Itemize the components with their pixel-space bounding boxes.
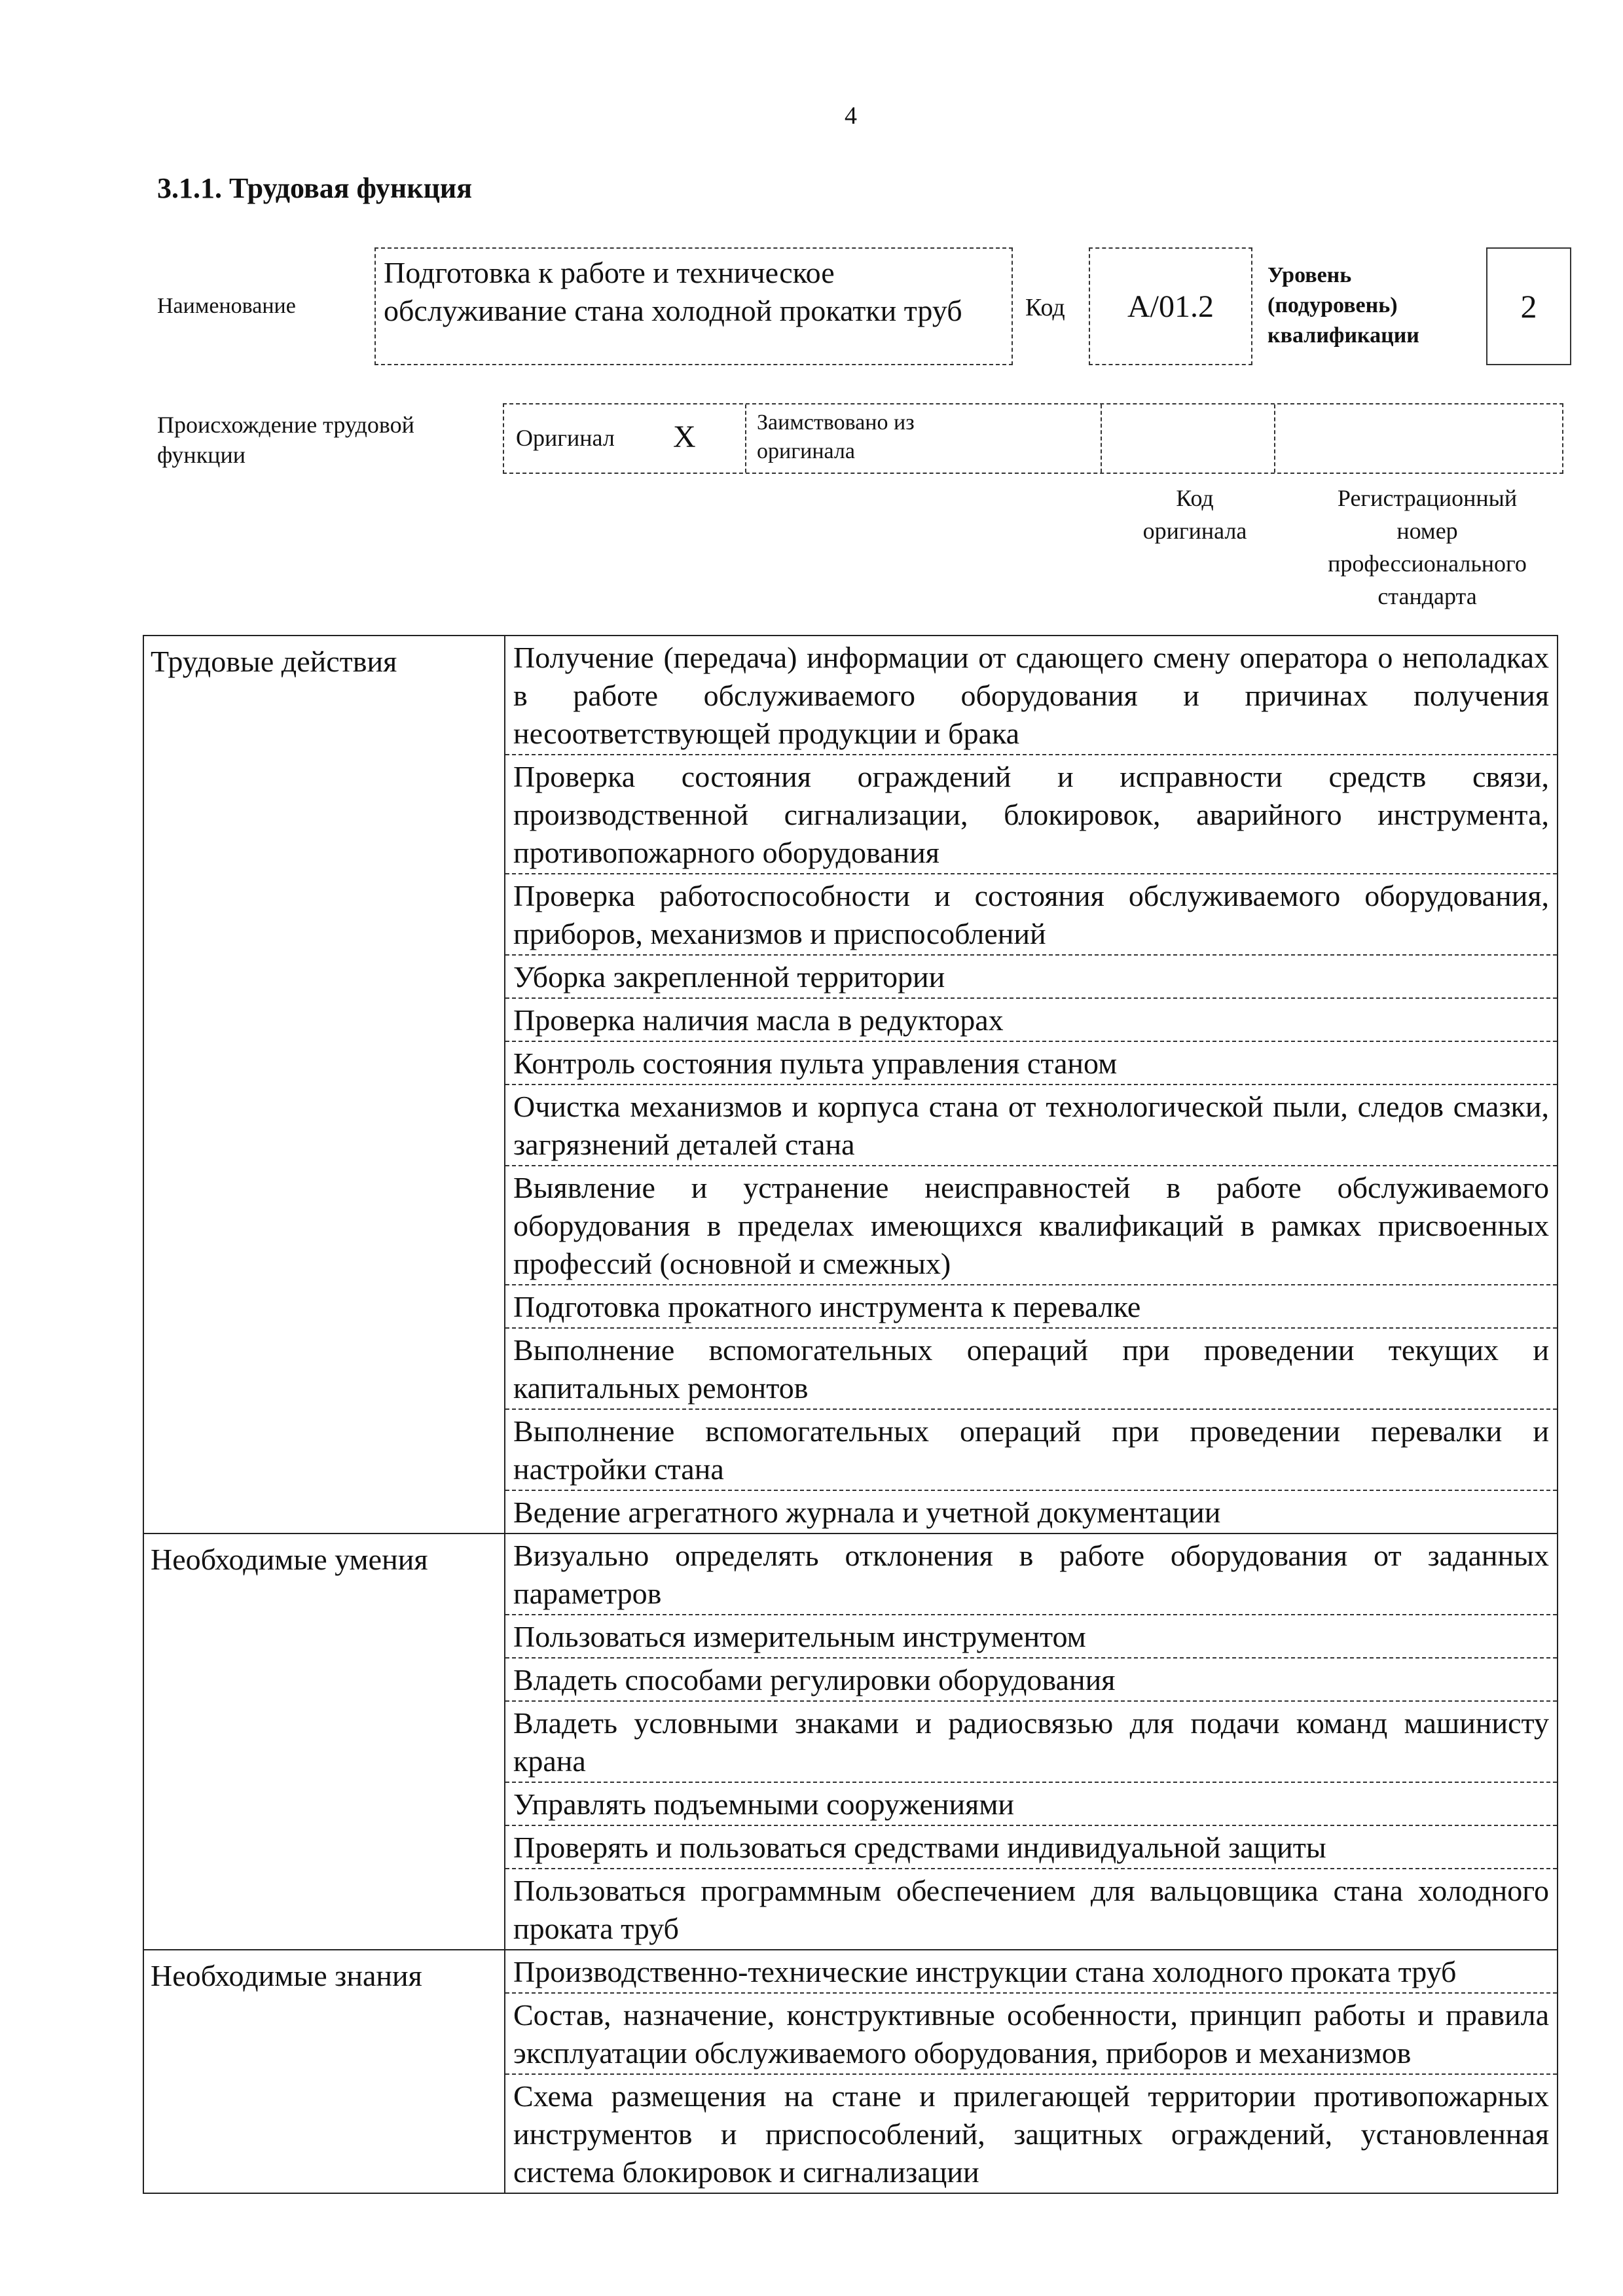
code-value: A/01.2 [1127, 289, 1214, 324]
list-item: Выполнение вспомогательных операций при проведении текущих и капитальных ремонтов [505, 1329, 1557, 1410]
original-label: Оригинал [516, 425, 615, 451]
reg-line-4: стандарта [1377, 583, 1477, 609]
list-item: Визуально определять отклонения в работе оборудования от заданных параметров [505, 1534, 1557, 1615]
function-name-box [374, 247, 1013, 365]
list-item: Уборка закрепленной территории [505, 956, 1557, 999]
section-row-actions [143, 636, 1558, 1534]
borrowed-cell [746, 404, 1102, 473]
origin-label-line-2: функции [157, 442, 246, 468]
list-item: Управлять подъемными сооружениями [505, 1783, 1557, 1826]
code-box [1089, 247, 1252, 365]
level-box [1486, 247, 1571, 365]
list-item: Выполнение вспомогательных операций при проведении перевалки и настройки стана [505, 1410, 1557, 1491]
reg-line-1: Регистрационный [1337, 485, 1518, 511]
code-original-cell [1102, 404, 1275, 473]
section-items [505, 636, 1558, 1534]
code-original-caption [1106, 482, 1283, 547]
code-label: Код [1025, 294, 1065, 321]
list-item: Ведение агрегатного журнала и учетной документации [513, 1496, 1221, 1529]
list-item: Контроль состояния пульта управления станом [505, 1042, 1557, 1085]
original-mark: X [673, 420, 696, 454]
function-name-value: Подготовка к работе и техническое обслуживание стана холодной прокатки труб [384, 256, 962, 327]
borrowed-label-line-2: оригинала [757, 439, 855, 463]
list-item: Выявление и устранение неисправностей в работе обслуживаемого оборудования в пределах имеющихся квалификаций в рамках присвоенных профессий (основной и смежных) [505, 1166, 1557, 1285]
level-label-line-1: Уровень [1267, 263, 1352, 287]
list-item: Проверка состояния ограждений и исправности средств связи, производственной сигнализации, блокировок, аварийного инструмента, противопожарного оборудования [505, 755, 1557, 874]
section-row-skills [143, 1534, 1558, 1950]
level-value: 2 [1520, 288, 1537, 325]
level-label-line-2: (подуровень) [1267, 293, 1398, 317]
list-item: Владеть способами регулировки оборудования [505, 1659, 1557, 1702]
name-label: Наименование [157, 294, 296, 318]
section-items [505, 1534, 1558, 1950]
reg-line-3: профессионального [1328, 550, 1527, 577]
reg-number-caption [1283, 482, 1571, 613]
list-item: Схема размещения на стане и прилегающей территории противопожарных инструментов и приспособлений, защитных ограждений, установленная система блокировок и сигнализации [513, 2079, 1549, 2189]
original-cell [504, 404, 746, 473]
borrowed-label [757, 408, 915, 466]
section-title: Трудовые действия [143, 636, 505, 1534]
section-items [505, 1950, 1558, 2193]
list-item: Пользоваться измерительным инструментом [505, 1615, 1557, 1659]
list-item: Владеть условными знаками и радиосвязью для подачи команд машинисту крана [505, 1702, 1557, 1783]
section-title: Необходимые умения [143, 1534, 505, 1950]
section-row-knowledge [143, 1950, 1558, 2193]
code-original-line-1: Код [1176, 485, 1214, 511]
function-table [143, 635, 1558, 2194]
list-item: Очистка механизмов и корпуса стана от технологической пыли, следов смазки, загрязнений деталей стана [505, 1085, 1557, 1166]
origin-label [157, 410, 414, 470]
reg-number-cell [1275, 404, 1563, 473]
code-original-line-2: оригинала [1142, 518, 1247, 544]
borrowed-label-line-1: Заимствовано из [757, 410, 915, 435]
list-item: Подготовка прокатного инструмента к перевалке [505, 1285, 1557, 1329]
section-heading: 3.1.1. Трудовая функция [157, 172, 473, 204]
level-label [1267, 260, 1419, 351]
origin-label-line-1: Происхождение трудовой [157, 412, 414, 438]
list-item: Производственно-технические инструкции стана холодного проката труб [505, 1950, 1557, 1994]
level-label-line-3: квалификации [1267, 323, 1419, 348]
section-title: Необходимые знания [143, 1950, 505, 2193]
list-item: Проверять и пользоваться средствами индивидуальной защиты [505, 1826, 1557, 1869]
list-item: Проверка работоспособности и состояния обслуживаемого оборудования, приборов, механизмов и приспособлений [505, 874, 1557, 956]
list-item: Проверка наличия масла в редукторах [505, 999, 1557, 1042]
origin-frame [503, 403, 1563, 474]
list-item: Состав, назначение, конструктивные особенности, принцип работы и правила эксплуатации обслуживаемого оборудования, приборов и механизмов [505, 1994, 1557, 2075]
list-item: Получение (передача) информации от сдающего смену оператора о неполадках в работе обслуживаемого оборудования и причинах получения несоответствующей продукции и брака [505, 636, 1557, 755]
page-number: 4 [845, 102, 857, 130]
list-item: Пользоваться программным обеспечением для вальцовщика стана холодного проката труб [513, 1874, 1549, 1945]
reg-line-2: номер [1396, 518, 1458, 544]
